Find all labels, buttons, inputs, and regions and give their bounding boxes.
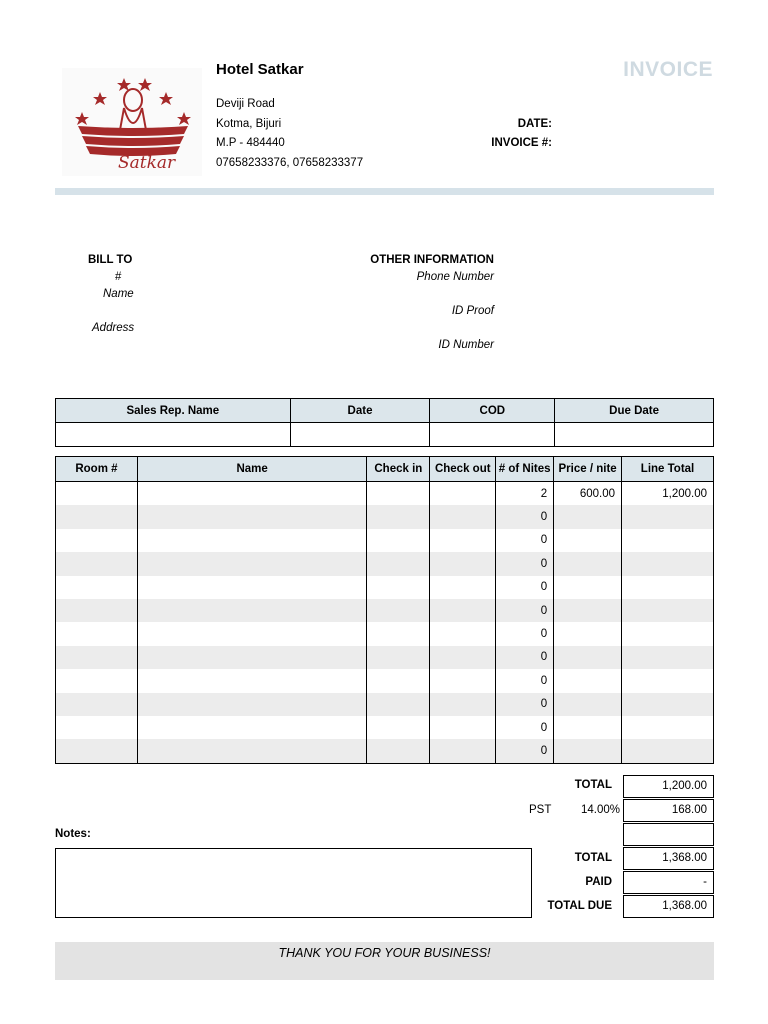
other-info-heading: OTHER INFORMATION <box>370 254 494 266</box>
blank-total-row <box>623 823 714 846</box>
notes-label: Notes: <box>55 828 91 840</box>
guest-name-cell[interactable] <box>137 576 367 599</box>
sales-rep-cell[interactable] <box>56 423 291 447</box>
line-total-cell[interactable] <box>622 505 714 528</box>
nites-cell[interactable]: 0 <box>496 552 554 575</box>
hotel-name: Hotel Satkar <box>216 61 304 78</box>
check-in-cell[interactable] <box>367 529 430 552</box>
line-total-cell[interactable] <box>622 622 714 645</box>
nites-cell[interactable]: 0 <box>496 716 554 739</box>
check-in-cell[interactable] <box>367 505 430 528</box>
price-cell[interactable] <box>554 529 622 552</box>
check-in-header: Check in <box>367 457 430 482</box>
address-line3: M.P - 484440 <box>216 137 285 149</box>
check-in-cell[interactable] <box>367 693 430 716</box>
price-cell[interactable] <box>554 505 622 528</box>
price-cell[interactable] <box>554 599 622 622</box>
subtotal-value: 1,200.00 <box>623 775 714 798</box>
guest-name-cell[interactable] <box>137 669 367 692</box>
check-out-cell[interactable] <box>430 646 496 669</box>
sales-info-table <box>55 398 714 447</box>
price-cell[interactable] <box>554 716 622 739</box>
price-cell[interactable] <box>554 669 622 692</box>
bill-to-address: Address <box>92 322 135 334</box>
room-cell[interactable] <box>56 669 138 692</box>
check-in-cell[interactable] <box>367 739 430 763</box>
nites-cell[interactable]: 0 <box>496 669 554 692</box>
invoice-number-label: INVOICE #: <box>491 137 552 149</box>
date-label: DATE: <box>517 118 552 130</box>
table-row <box>56 552 714 575</box>
room-cell[interactable] <box>56 739 138 763</box>
price-cell[interactable] <box>554 552 622 575</box>
bill-to-number: # <box>115 271 122 283</box>
table-row <box>56 482 714 506</box>
line-total-cell[interactable]: 1,200.00 <box>622 482 714 506</box>
check-out-cell[interactable] <box>430 529 496 552</box>
guest-name-cell[interactable] <box>137 529 367 552</box>
bill-to-name: Name <box>103 288 134 300</box>
check-in-cell[interactable] <box>367 669 430 692</box>
guest-name-cell[interactable] <box>137 505 367 528</box>
room-cell[interactable] <box>56 529 138 552</box>
nites-cell[interactable]: 0 <box>496 505 554 528</box>
line-total-cell[interactable] <box>622 739 714 763</box>
guest-name-cell[interactable] <box>137 716 367 739</box>
table-row <box>56 599 714 622</box>
address-line1: Deviji Road <box>216 98 275 110</box>
name-header: Name <box>137 457 367 482</box>
check-out-cell[interactable] <box>430 716 496 739</box>
paid-value: - <box>623 871 714 894</box>
phone-numbers: 07658233376, 07658233377 <box>216 157 364 169</box>
nites-cell[interactable]: 2 <box>496 482 554 506</box>
nites-cell[interactable]: 0 <box>496 576 554 599</box>
guest-name-cell[interactable] <box>137 622 367 645</box>
total-label: TOTAL <box>574 852 612 864</box>
check-in-cell[interactable] <box>367 576 430 599</box>
check-in-cell[interactable] <box>367 716 430 739</box>
guest-name-cell[interactable] <box>137 693 367 716</box>
pst-label: PST <box>529 804 552 816</box>
line-total-cell[interactable] <box>622 693 714 716</box>
hotel-logo <box>62 68 202 176</box>
nites-cell[interactable]: 0 <box>496 599 554 622</box>
check-out-cell[interactable] <box>430 622 496 645</box>
room-cell[interactable] <box>56 646 138 669</box>
room-cell[interactable] <box>56 505 138 528</box>
nites-cell[interactable]: 0 <box>496 622 554 645</box>
check-out-cell[interactable] <box>430 739 496 763</box>
price-cell[interactable] <box>554 576 622 599</box>
guest-name-cell[interactable] <box>137 552 367 575</box>
room-cell[interactable] <box>56 552 138 575</box>
nites-cell[interactable]: 0 <box>496 529 554 552</box>
header-divider <box>55 188 714 195</box>
check-in-cell[interactable] <box>367 622 430 645</box>
check-in-cell[interactable] <box>367 599 430 622</box>
check-out-cell[interactable] <box>430 669 496 692</box>
bill-to-heading: BILL TO <box>88 254 133 266</box>
room-cell[interactable] <box>56 693 138 716</box>
total-due-value: 1,368.00 <box>623 895 714 918</box>
date-header: Date <box>290 399 430 423</box>
check-in-cell[interactable] <box>367 552 430 575</box>
line-total-cell[interactable] <box>622 646 714 669</box>
guest-name-cell[interactable] <box>137 739 367 763</box>
pst-rate: 14.00% <box>580 804 620 816</box>
table-row <box>56 505 714 528</box>
room-cell[interactable] <box>56 576 138 599</box>
check-in-cell[interactable] <box>367 646 430 669</box>
logo-text: Satkar <box>118 153 176 173</box>
id-proof-label: ID Proof <box>451 305 494 317</box>
guest-name-cell[interactable] <box>137 482 367 506</box>
guest-name-cell[interactable] <box>137 646 367 669</box>
table-row <box>56 693 714 716</box>
line-items-table <box>55 456 714 764</box>
check-out-cell[interactable] <box>430 552 496 575</box>
line-total-cell[interactable] <box>622 576 714 599</box>
check-out-cell[interactable] <box>430 482 496 506</box>
due-date-header: Due Date <box>555 399 714 423</box>
pst-value: 168.00 <box>623 799 714 822</box>
room-header: Room # <box>56 457 138 482</box>
price-cell[interactable] <box>554 622 622 645</box>
sales-rep-header: Sales Rep. Name <box>56 399 291 423</box>
nites-cell[interactable]: 0 <box>496 739 554 763</box>
line-total-header: Line Total <box>622 457 714 482</box>
phone-number-label: Phone Number <box>416 271 494 283</box>
guest-name-cell[interactable] <box>137 599 367 622</box>
price-cell[interactable] <box>554 693 622 716</box>
price-header: Price / nite <box>554 457 622 482</box>
table-row <box>56 716 714 739</box>
paid-label: PAID <box>585 876 612 888</box>
total-value: 1,368.00 <box>623 847 714 870</box>
price-cell[interactable] <box>554 739 622 763</box>
price-cell[interactable]: 600.00 <box>554 482 622 506</box>
table-row <box>56 622 714 645</box>
thank-you-footer <box>55 942 714 980</box>
room-cell[interactable] <box>56 599 138 622</box>
cod-cell[interactable] <box>430 423 555 447</box>
check-out-header: Check out <box>430 457 496 482</box>
table-row <box>56 529 714 552</box>
room-cell[interactable] <box>56 482 138 506</box>
table-row <box>56 739 714 763</box>
id-number-label: ID Number <box>438 339 494 351</box>
line-total-cell[interactable] <box>622 552 714 575</box>
invoice-title: INVOICE <box>623 58 713 81</box>
table-row <box>56 576 714 599</box>
line-total-cell[interactable] <box>622 716 714 739</box>
check-out-cell[interactable] <box>430 576 496 599</box>
thank-you-message: THANK YOU FOR YOUR BUSINESS! <box>278 946 491 960</box>
nites-header: # of Nites <box>496 457 554 482</box>
table-row <box>56 669 714 692</box>
check-out-cell[interactable] <box>430 505 496 528</box>
date-cell[interactable] <box>290 423 430 447</box>
line-total-cell[interactable] <box>622 599 714 622</box>
due-date-cell[interactable] <box>555 423 714 447</box>
table-row <box>56 646 714 669</box>
room-cell[interactable] <box>56 622 138 645</box>
address-line2: Kotma, Bijuri <box>216 118 282 130</box>
check-out-cell[interactable] <box>430 693 496 716</box>
total-due-label: TOTAL DUE <box>547 900 612 912</box>
room-cell[interactable] <box>56 716 138 739</box>
line-total-cell[interactable] <box>622 669 714 692</box>
notes-box[interactable] <box>55 848 532 918</box>
nites-cell[interactable]: 0 <box>496 693 554 716</box>
nites-cell[interactable]: 0 <box>496 646 554 669</box>
cod-header: COD <box>430 399 555 423</box>
price-cell[interactable] <box>554 646 622 669</box>
check-out-cell[interactable] <box>430 599 496 622</box>
check-in-cell[interactable] <box>367 482 430 506</box>
subtotal-label: TOTAL <box>574 779 612 791</box>
line-total-cell[interactable] <box>622 529 714 552</box>
